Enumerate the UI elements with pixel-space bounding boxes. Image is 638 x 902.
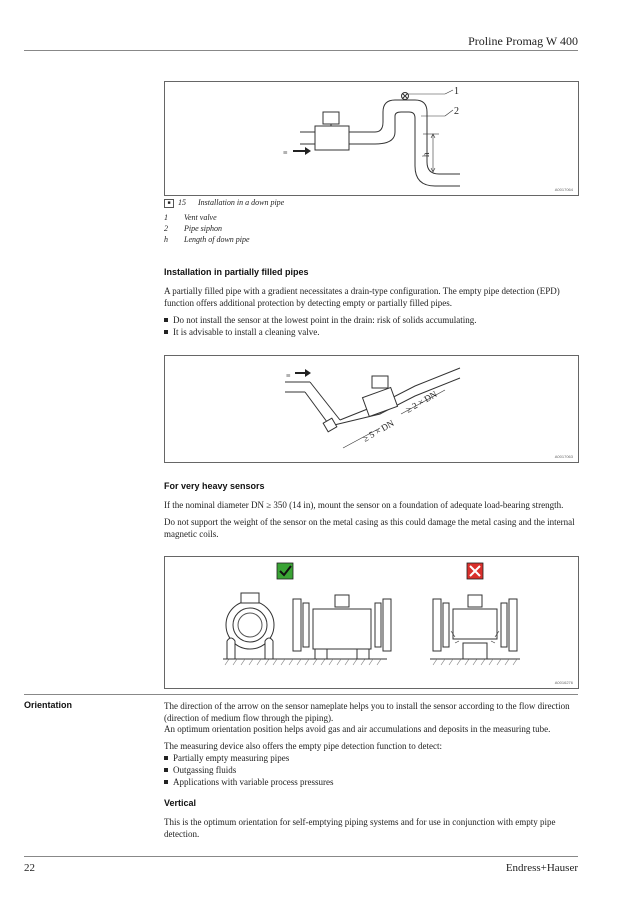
bullet-item: Outgassing fluids	[164, 764, 236, 776]
header-rule	[24, 50, 578, 51]
figure-heavy-sensor	[164, 556, 579, 689]
side-heading-orientation: Orientation	[24, 700, 73, 710]
down-pipe-diagram	[165, 82, 578, 195]
bullet-item: Do not install the sensor at the lowest point in the drain: risk of solids accumulating.	[164, 314, 476, 326]
section-rule	[24, 694, 578, 695]
brand-name: Endress+Hauser	[505, 862, 578, 874]
label-h: h	[421, 152, 431, 157]
incorrect-icon	[467, 563, 483, 579]
paragraph-heavy-1: If the nominal diameter DN ≥ 350 (14 in), mount the sensor on a foundation of adequate load-bearing strength.	[164, 500, 564, 510]
callout-2-label: 2	[454, 106, 459, 117]
figure-caption	[164, 198, 284, 208]
legend-text: Vent valve	[184, 213, 217, 222]
label-5dn: ≥ 5 × DN	[361, 417, 396, 444]
figure-partially-filled	[164, 355, 579, 463]
heavy-sensor-diagram	[165, 557, 578, 688]
partially-filled-diagram	[165, 356, 578, 462]
bullet-item: It is advisable to install a cleaning valve.	[164, 326, 319, 338]
figure-code: A0016276	[554, 680, 573, 685]
legend-key: h	[164, 235, 168, 244]
bullet-item: Partially empty measuring pipes	[164, 752, 289, 764]
legend-text: Pipe siphon	[184, 224, 222, 233]
bullet-item: Applications with variable process pressures	[164, 776, 333, 788]
paragraph-orientation-3: The measuring device also offers the empty pipe detection function to detect:	[164, 741, 442, 751]
legend-item	[164, 224, 222, 233]
paragraph-partial: A partially filled pipe with a gradient necessitates a drain-type configuration. The empty pipe detection (EPD) function offers additional protection by detecting empty or partially filled pipes.	[164, 286, 560, 308]
svg-text:≡: ≡	[286, 371, 291, 380]
paragraph-heavy-2: Do not support the weight of the sensor on the metal casing as this could damage the metal casing and the internal magnetic coils.	[164, 517, 575, 539]
figure-code: A0017064	[554, 187, 573, 192]
figure-down-pipe	[164, 81, 579, 196]
legend-text: Length of down pipe	[184, 235, 250, 244]
paragraph-orientation-2: An optimum orientation position helps avoid gas and air accumulations and deposits in the measuring tube.	[164, 724, 551, 734]
legend-item	[164, 213, 217, 222]
caption-number: 15	[178, 198, 186, 207]
label-2dn: ≥ 2 × DN	[404, 388, 439, 415]
legend-item	[164, 235, 250, 244]
figure-icon: ■	[164, 199, 174, 208]
svg-text:≡: ≡	[283, 148, 288, 157]
page-number: 22	[24, 862, 35, 874]
document-title: Proline Promag W 400	[468, 34, 578, 48]
legend-key: 2	[164, 224, 168, 233]
caption-text: Installation in a down pipe	[198, 198, 285, 207]
sub-heading-vertical: Vertical	[164, 798, 197, 808]
footer-rule	[24, 856, 578, 857]
figure-code: A0017063	[554, 454, 573, 459]
callout-1-label: 1	[454, 86, 459, 97]
section-heading-heavy: For very heavy sensors	[164, 481, 265, 491]
section-heading-partial: Installation in partially filled pipes	[164, 267, 309, 277]
legend-key: 1	[164, 213, 168, 222]
correct-icon	[277, 563, 293, 579]
paragraph-vertical: This is the optimum orientation for self-emptying piping systems and for use in conjunction with empty pipe detection.	[164, 817, 556, 839]
paragraph-orientation-1: The direction of the arrow on the sensor nameplate helps you to install the sensor according to the flow direction (direction of medium flow through the piping).	[164, 701, 570, 723]
